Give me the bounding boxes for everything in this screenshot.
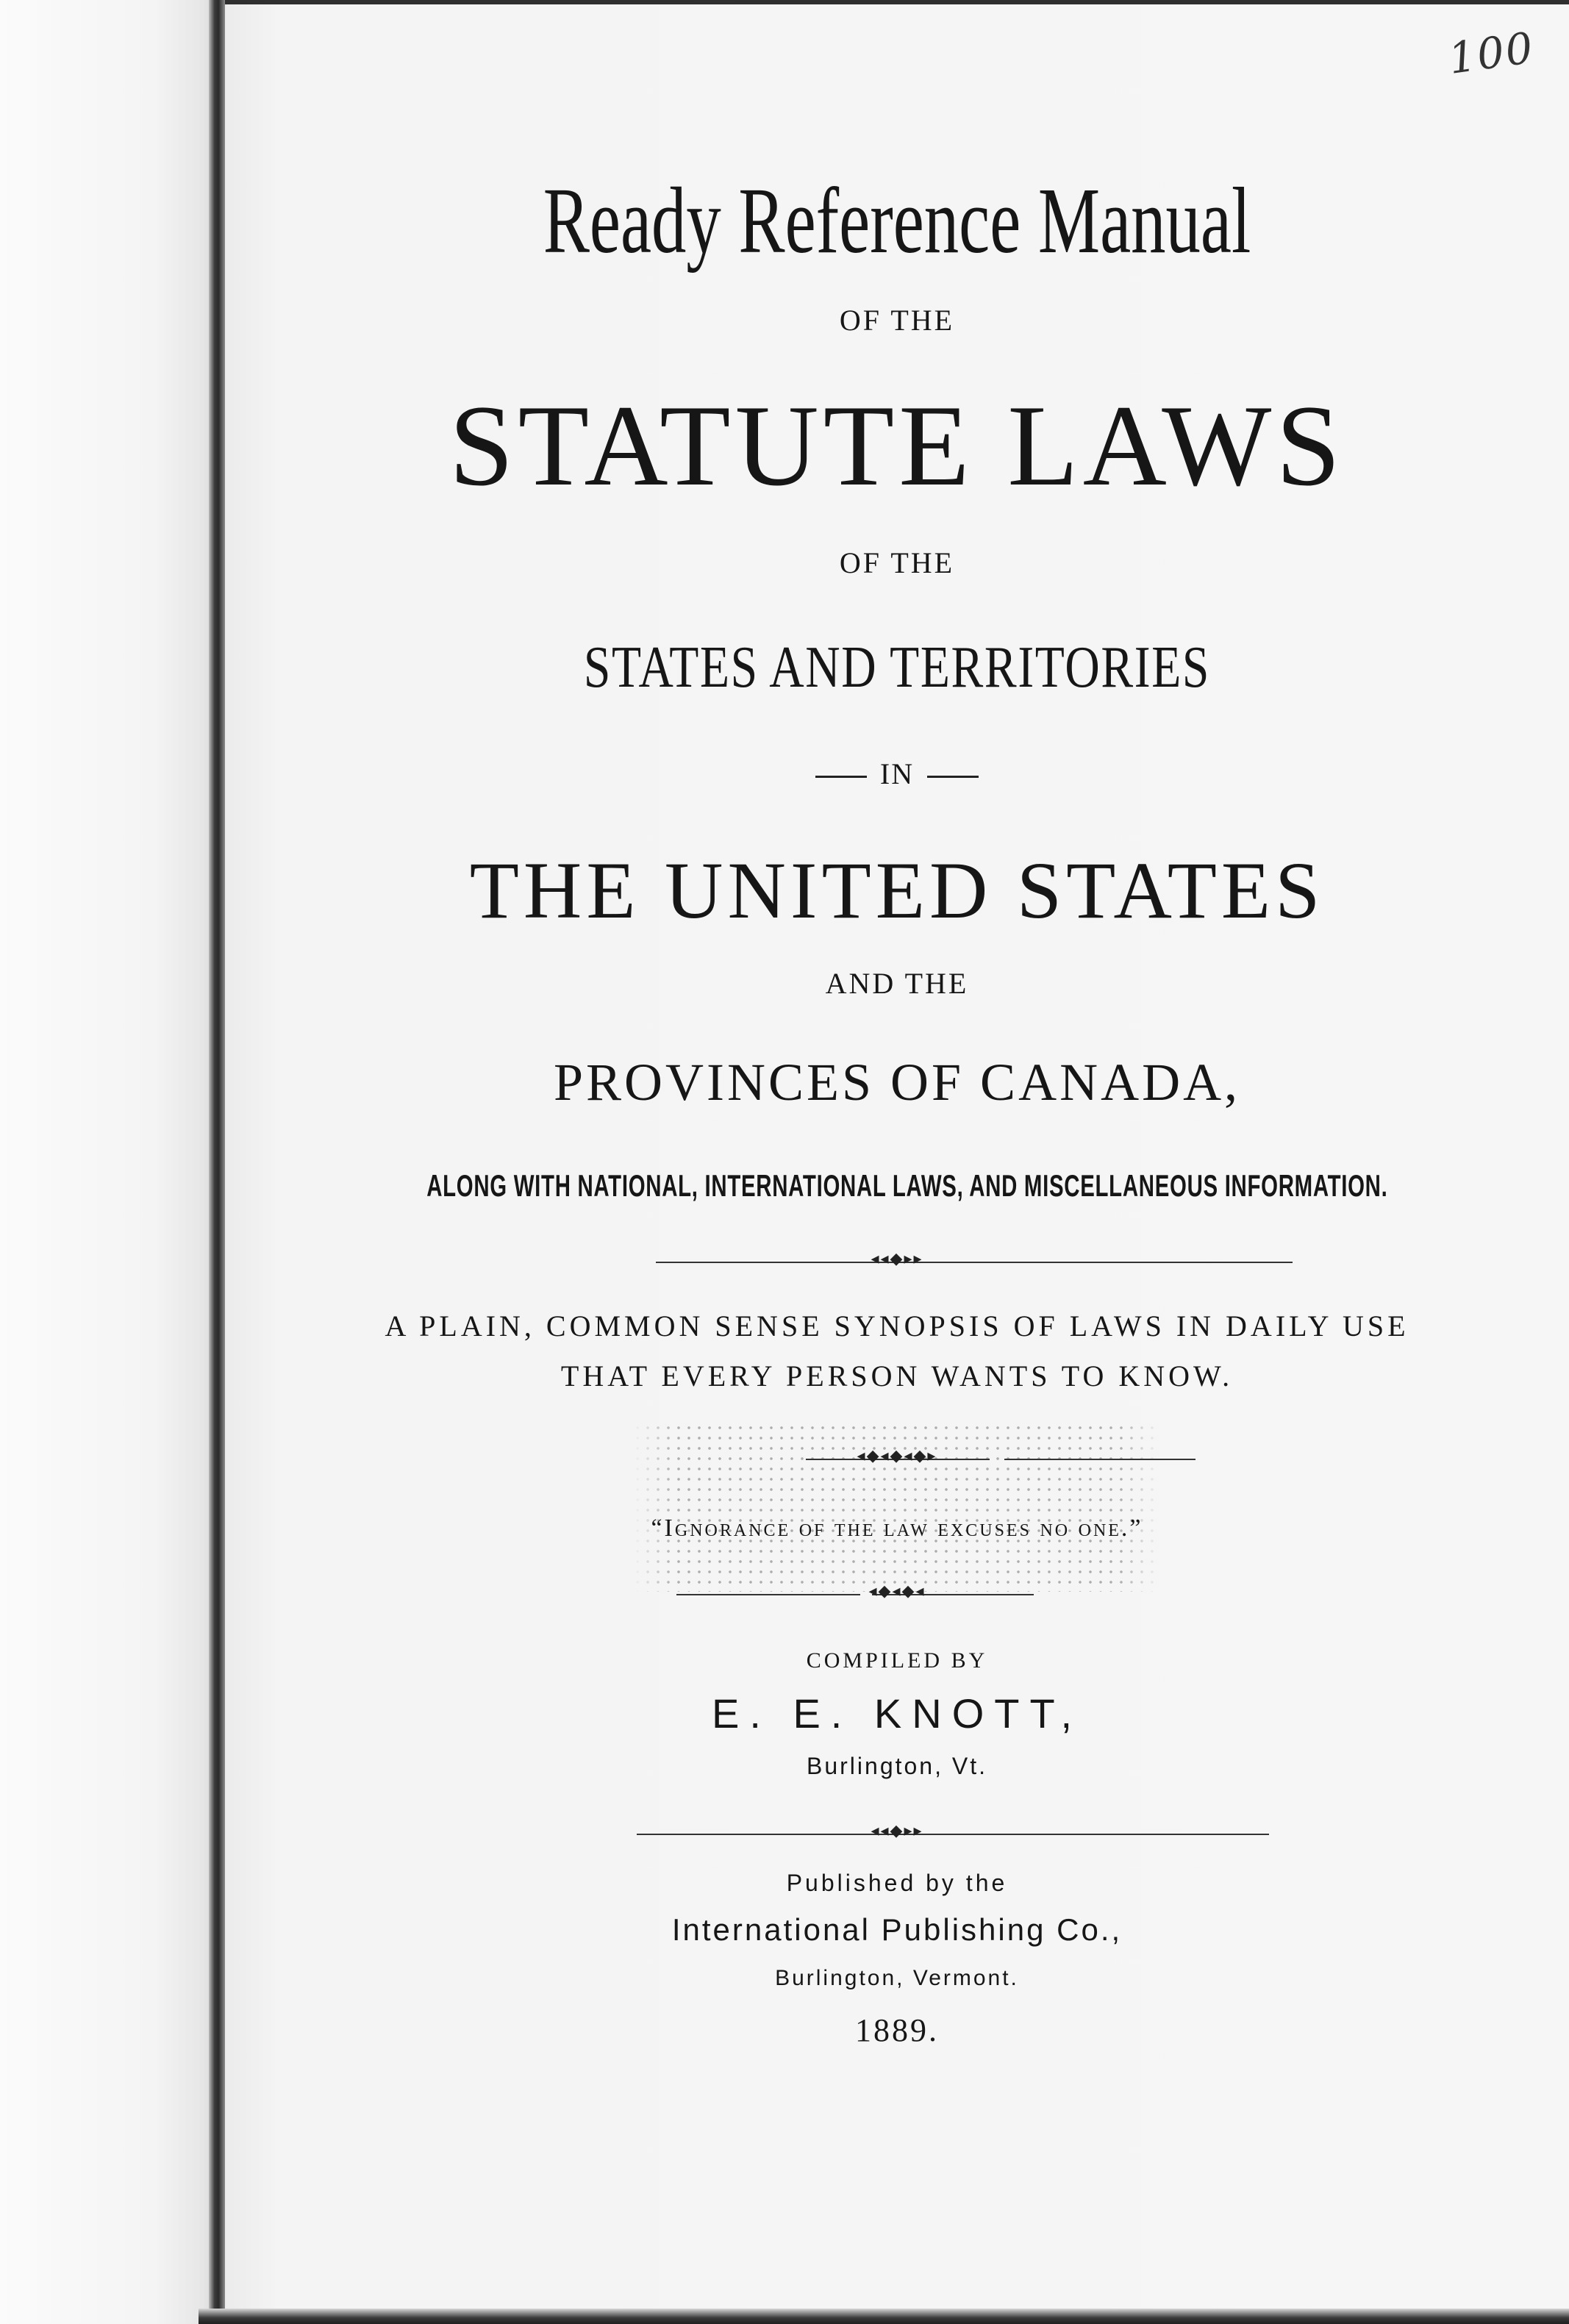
ornament-glyph: ◂◆◂◆◂◆▸	[857, 1447, 937, 1465]
ornament-glyph: ◂◂◆▸▸	[871, 1250, 923, 1268]
title-provinces-of-canada: PROVINCES OF CANADA,	[553, 1053, 1241, 1112]
title-in	[225, 759, 1569, 789]
ornament-divider-3	[225, 1582, 1569, 1601]
ornament-divider-2	[225, 1447, 1569, 1465]
title-statute-laws: STATUTE LAWS	[448, 382, 1345, 510]
handwritten-page-number: 100	[1445, 22, 1537, 85]
title-of-the-1: OF THE	[839, 304, 955, 337]
title-ready-reference-manual: Ready Reference Manual	[543, 168, 1251, 273]
description-line-2: THAT EVERY PERSON WANTS TO KNOW.	[560, 1359, 1234, 1392]
title-the-united-states: THE UNITED STATES	[469, 845, 1325, 935]
compiler-place: Burlington, Vt.	[807, 1753, 987, 1779]
title-in-text: IN	[879, 757, 915, 790]
compiled-by-label: COMPILED BY	[806, 1648, 988, 1673]
published-by-label: Published by the	[786, 1870, 1008, 1896]
compiler-name: E. E. KNOTT,	[711, 1690, 1083, 1737]
bottom-edge-shadow	[199, 2309, 1569, 2324]
publication-year: 1889.	[855, 2012, 939, 2048]
ornament-divider-4	[225, 1822, 1569, 1840]
dash-right	[927, 776, 979, 778]
description-line-1: A PLAIN, COMMON SENSE SYNOPSIS OF LAWS IN DAILY USE	[385, 1309, 1409, 1342]
ornament-glyph: ◂◂◆▸▸	[871, 1822, 923, 1840]
title-of-the-2: OF THE	[839, 546, 955, 579]
ornament-divider-1	[225, 1250, 1569, 1268]
dash-left	[815, 776, 867, 778]
subtitle-along-with: ALONG WITH NATIONAL, INTERNATIONAL LAWS, AND MISCELLANEOUS INFORMATION.	[426, 1168, 1388, 1203]
publisher-name: International Publishing Co.,	[671, 1912, 1123, 1947]
ornament-glyph: ◂◆◂◆◂	[868, 1582, 926, 1601]
left-page-margin	[0, 0, 221, 2324]
title-states-and-territories: STATES AND TERRITORIES	[583, 635, 1211, 700]
book-spine-gutter	[209, 0, 225, 2324]
title-and-the: AND THE	[825, 967, 969, 1000]
motto-quote: “Ignorance of the law excuses no one.”	[651, 1515, 1143, 1542]
top-edge-shadow	[225, 0, 1569, 4]
publisher-place: Burlington, Vermont.	[775, 1966, 1019, 1990]
